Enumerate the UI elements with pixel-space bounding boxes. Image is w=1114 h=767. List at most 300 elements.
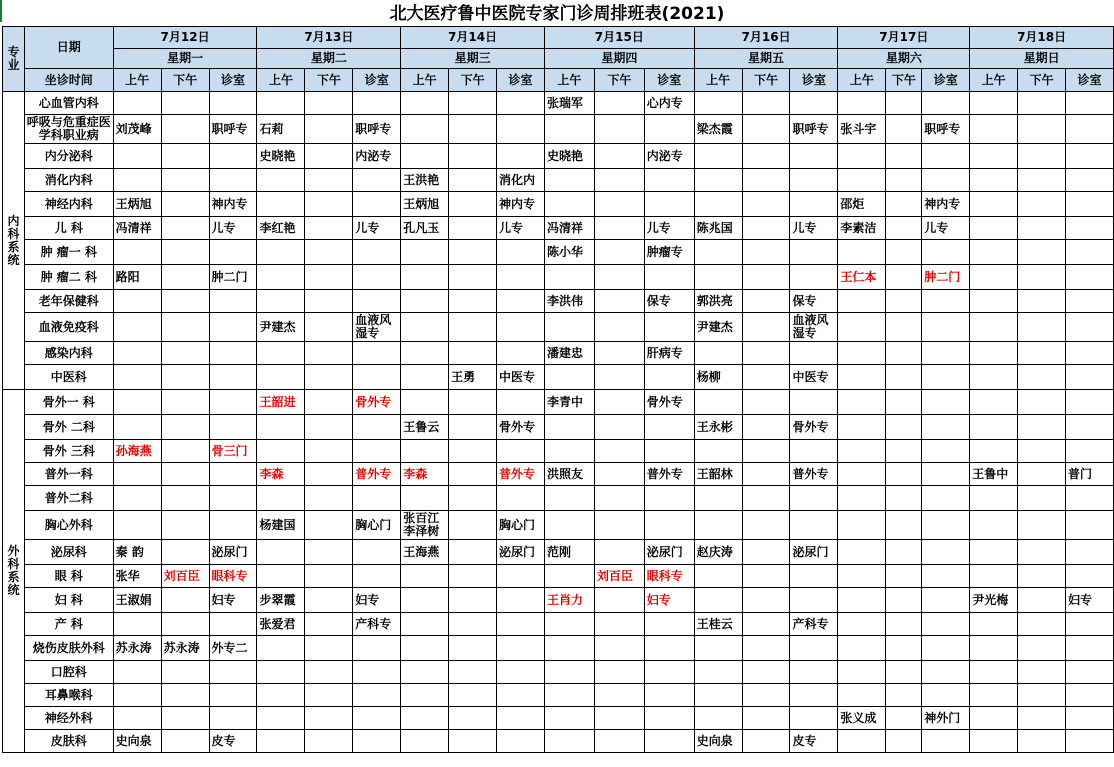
doctor-cell xyxy=(742,684,790,707)
doctor-cell xyxy=(970,192,1018,217)
doctor-cell xyxy=(449,565,497,588)
doctor-cell xyxy=(305,707,353,730)
table-row xyxy=(3,240,1114,265)
doctor-cell xyxy=(1018,565,1066,588)
doctor-cell xyxy=(742,192,790,217)
room-cell xyxy=(790,144,838,169)
doctor-cell xyxy=(594,730,644,753)
doctor-cell xyxy=(401,313,449,342)
room-cell: 妇专 xyxy=(353,588,401,613)
doctor-cell xyxy=(886,290,922,313)
doctor-cell xyxy=(886,415,922,440)
doctor-cell xyxy=(544,313,594,342)
doctor-cell xyxy=(449,192,497,217)
doctor-cell: 步翠霞 xyxy=(257,588,305,613)
room-cell: 妇专 xyxy=(644,588,694,613)
room-cell: 胸心门 xyxy=(497,511,545,540)
doctor-cell xyxy=(970,511,1018,540)
doctor-cell xyxy=(970,613,1018,636)
date-cell: 7月18日 xyxy=(970,27,1114,49)
room-cell: 职呼专 xyxy=(353,115,401,144)
doctor-cell xyxy=(305,365,353,390)
doctor-cell xyxy=(694,390,742,415)
doctor-cell xyxy=(970,115,1018,144)
room-cell xyxy=(644,115,694,144)
room-cell xyxy=(353,290,401,313)
doctor-cell xyxy=(970,92,1018,115)
doctor-cell: 王海燕 xyxy=(401,540,449,565)
room-cell xyxy=(497,115,545,144)
room-cell xyxy=(790,511,838,540)
doctor-cell xyxy=(1018,390,1066,415)
doctor-cell xyxy=(886,486,922,511)
doctor-cell xyxy=(113,415,161,440)
room-cell: 妇专 xyxy=(209,588,257,613)
doctor-cell xyxy=(113,684,161,707)
doctor-cell: 刘茂峰 xyxy=(113,115,161,144)
department-name: 肿 瘤一 科 xyxy=(24,240,113,265)
room-cell xyxy=(922,565,970,588)
room-cell xyxy=(1066,390,1114,415)
doctor-cell xyxy=(161,707,209,730)
department-name: 内分泌科 xyxy=(24,144,113,169)
room-cell xyxy=(497,440,545,463)
doctor-cell xyxy=(694,707,742,730)
doctor-cell xyxy=(305,415,353,440)
doctor-cell xyxy=(449,217,497,240)
doctor-cell xyxy=(742,144,790,169)
table-row xyxy=(3,661,1114,684)
doctor-cell: 杨柳 xyxy=(694,365,742,390)
room-cell: 外专二 xyxy=(209,636,257,661)
department-name: 眼 科 xyxy=(24,565,113,588)
weekday-cell: 星期日 xyxy=(970,49,1114,69)
doctor-cell xyxy=(161,661,209,684)
room-cell: 内泌专 xyxy=(644,144,694,169)
room-cell xyxy=(922,390,970,415)
doctor-cell xyxy=(449,440,497,463)
doctor-cell xyxy=(401,290,449,313)
room-cell xyxy=(790,342,838,365)
table-row xyxy=(3,290,1114,313)
room-cell xyxy=(353,684,401,707)
doctor-cell: 史晓艳 xyxy=(544,144,594,169)
room-cell xyxy=(922,342,970,365)
room-cell: 职呼专 xyxy=(922,115,970,144)
doctor-cell xyxy=(694,144,742,169)
doctor-cell: 史向泉 xyxy=(113,730,161,753)
doctor-cell xyxy=(257,342,305,365)
doctor-cell xyxy=(449,486,497,511)
doctor-cell xyxy=(113,365,161,390)
doctor-cell xyxy=(694,92,742,115)
room-cell: 职呼专 xyxy=(790,115,838,144)
doctor-cell xyxy=(544,440,594,463)
room-cell xyxy=(497,313,545,342)
doctor-cell: 史晓艳 xyxy=(257,144,305,169)
room-cell xyxy=(353,707,401,730)
doctor-cell xyxy=(742,636,790,661)
doctor-cell xyxy=(161,313,209,342)
room-cell xyxy=(790,486,838,511)
room-cell: 普外专 xyxy=(497,463,545,486)
room-cell xyxy=(497,613,545,636)
doctor-cell xyxy=(886,265,922,290)
doctor-cell xyxy=(544,192,594,217)
doctor-cell xyxy=(161,92,209,115)
doctor-cell xyxy=(401,636,449,661)
doctor-cell xyxy=(594,169,644,192)
doctor-cell xyxy=(401,92,449,115)
doctor-cell xyxy=(886,342,922,365)
room-cell: 儿专 xyxy=(497,217,545,240)
doctor-cell xyxy=(161,440,209,463)
doctor-cell xyxy=(544,707,594,730)
room-cell: 泌尿门 xyxy=(790,540,838,565)
doctor-cell: 王韶进 xyxy=(257,390,305,415)
doctor-cell xyxy=(886,463,922,486)
room-cell xyxy=(644,313,694,342)
doctor-cell: 李红艳 xyxy=(257,217,305,240)
doctor-cell xyxy=(970,540,1018,565)
doctor-cell xyxy=(1018,707,1066,730)
table-row xyxy=(3,192,1114,217)
room-cell: 普外专 xyxy=(353,463,401,486)
doctor-cell xyxy=(970,290,1018,313)
room-cell xyxy=(790,661,838,684)
room-cell: 妇专 xyxy=(1066,588,1114,613)
room-cell xyxy=(922,290,970,313)
doctor-cell xyxy=(305,313,353,342)
table-row xyxy=(3,588,1114,613)
doctor-cell xyxy=(401,265,449,290)
doctor-cell xyxy=(838,613,886,636)
doctor-cell xyxy=(1018,636,1066,661)
doctor-cell xyxy=(970,313,1018,342)
room-cell xyxy=(644,661,694,684)
date-cell: 7月13日 xyxy=(257,27,401,49)
table-row xyxy=(3,707,1114,730)
table-row xyxy=(3,684,1114,707)
doctor-cell xyxy=(257,240,305,265)
department-name: 呼吸与危重症医学科职业病 xyxy=(24,115,113,144)
doctor-cell xyxy=(257,565,305,588)
doctor-cell xyxy=(594,290,644,313)
room-cell: 保专 xyxy=(644,290,694,313)
doctor-cell xyxy=(305,636,353,661)
doctor-cell: 张爱君 xyxy=(257,613,305,636)
room-cell xyxy=(644,486,694,511)
doctor-cell: 杨建国 xyxy=(257,511,305,540)
doctor-cell xyxy=(886,192,922,217)
doctor-cell xyxy=(113,390,161,415)
room-cell xyxy=(497,265,545,290)
doctor-cell xyxy=(838,486,886,511)
room-cell xyxy=(209,92,257,115)
date-header: 日期 xyxy=(24,27,113,69)
doctor-cell xyxy=(594,684,644,707)
doctor-cell xyxy=(742,588,790,613)
doctor-cell xyxy=(838,144,886,169)
doctor-cell xyxy=(594,440,644,463)
room-cell: 皮专 xyxy=(790,730,838,753)
weekday-cell: 星期六 xyxy=(838,49,970,69)
doctor-cell xyxy=(594,192,644,217)
doctor-cell xyxy=(257,486,305,511)
doctor-cell xyxy=(449,92,497,115)
date-cell: 7月17日 xyxy=(838,27,970,49)
table-row xyxy=(3,613,1114,636)
doctor-cell xyxy=(1018,144,1066,169)
room-cell: 产科专 xyxy=(790,613,838,636)
doctor-cell xyxy=(544,511,594,540)
doctor-cell xyxy=(305,463,353,486)
schedule-table xyxy=(2,26,1114,753)
room-cell xyxy=(644,440,694,463)
doctor-cell xyxy=(305,565,353,588)
doctor-cell xyxy=(305,144,353,169)
department-name: 神经内科 xyxy=(24,192,113,217)
doctor-cell: 秦 韵 xyxy=(113,540,161,565)
doctor-cell xyxy=(886,613,922,636)
doctor-cell xyxy=(161,511,209,540)
doctor-cell: 冯清祥 xyxy=(113,217,161,240)
department-name: 泌尿科 xyxy=(24,540,113,565)
doctor-cell xyxy=(886,240,922,265)
doctor-cell xyxy=(401,730,449,753)
department-name: 口腔科 xyxy=(24,661,113,684)
doctor-cell xyxy=(886,313,922,342)
doctor-cell xyxy=(742,707,790,730)
doctor-cell xyxy=(694,240,742,265)
room-cell xyxy=(497,240,545,265)
doctor-cell xyxy=(838,365,886,390)
doctor-cell xyxy=(594,390,644,415)
doctor-cell xyxy=(694,342,742,365)
doctor-cell xyxy=(694,636,742,661)
room-cell xyxy=(209,463,257,486)
doctor-cell: 王炳旭 xyxy=(113,192,161,217)
doctor-cell xyxy=(970,240,1018,265)
doctor-cell xyxy=(161,730,209,753)
doctor-cell xyxy=(594,463,644,486)
doctor-cell xyxy=(113,144,161,169)
room-cell xyxy=(353,565,401,588)
doctor-cell xyxy=(594,486,644,511)
doctor-cell xyxy=(886,144,922,169)
doctor-cell xyxy=(1018,440,1066,463)
slot-header: 上午 xyxy=(970,69,1018,92)
room-cell xyxy=(1066,217,1114,240)
room-cell xyxy=(497,486,545,511)
doctor-cell: 孔凡玉 xyxy=(401,217,449,240)
doctor-cell xyxy=(113,613,161,636)
doctor-cell xyxy=(161,265,209,290)
doctor-cell xyxy=(886,390,922,415)
doctor-cell xyxy=(742,290,790,313)
room-cell xyxy=(790,588,838,613)
doctor-cell xyxy=(544,565,594,588)
room-cell: 骨三门 xyxy=(209,440,257,463)
doctor-cell xyxy=(694,661,742,684)
doctor-cell: 王洪艳 xyxy=(401,169,449,192)
room-cell xyxy=(922,511,970,540)
room-cell xyxy=(1066,730,1114,753)
weekday-cell: 星期五 xyxy=(694,49,838,69)
doctor-cell xyxy=(113,463,161,486)
room-cell xyxy=(497,588,545,613)
room-cell: 儿专 xyxy=(790,217,838,240)
room-cell xyxy=(209,342,257,365)
doctor-cell xyxy=(305,115,353,144)
doctor-cell xyxy=(970,707,1018,730)
doctor-cell xyxy=(886,92,922,115)
room-cell xyxy=(922,661,970,684)
doctor-cell: 张义成 xyxy=(838,707,886,730)
room-cell xyxy=(1066,540,1114,565)
room-cell xyxy=(353,92,401,115)
doctor-cell xyxy=(449,390,497,415)
room-cell: 儿专 xyxy=(644,217,694,240)
department-name: 感染内科 xyxy=(24,342,113,365)
doctor-cell xyxy=(594,707,644,730)
room-cell xyxy=(790,92,838,115)
doctor-cell xyxy=(161,144,209,169)
doctor-cell xyxy=(594,92,644,115)
slot-header: 诊室 xyxy=(644,69,694,92)
room-cell xyxy=(353,661,401,684)
room-cell xyxy=(922,613,970,636)
doctor-cell xyxy=(694,440,742,463)
doctor-cell xyxy=(838,565,886,588)
doctor-cell xyxy=(594,540,644,565)
date-cell: 7月12日 xyxy=(113,27,257,49)
doctor-cell xyxy=(594,588,644,613)
table-row xyxy=(3,511,1114,540)
doctor-cell xyxy=(742,313,790,342)
room-cell xyxy=(922,92,970,115)
doctor-cell xyxy=(449,415,497,440)
doctor-cell xyxy=(449,661,497,684)
doctor-cell: 张瑞军 xyxy=(544,92,594,115)
doctor-cell xyxy=(449,511,497,540)
doctor-cell xyxy=(970,684,1018,707)
room-cell xyxy=(497,730,545,753)
room-cell xyxy=(644,730,694,753)
weekday-cell: 星期一 xyxy=(113,49,257,69)
doctor-cell xyxy=(113,486,161,511)
room-cell xyxy=(790,240,838,265)
time-header: 坐诊时间 xyxy=(24,69,113,92)
department-name: 儿 科 xyxy=(24,217,113,240)
doctor-cell xyxy=(838,588,886,613)
doctor-cell xyxy=(594,342,644,365)
doctor-cell xyxy=(886,169,922,192)
doctor-cell xyxy=(970,730,1018,753)
department-name: 骨外 二科 xyxy=(24,415,113,440)
doctor-cell: 尹建杰 xyxy=(694,313,742,342)
doctor-cell xyxy=(838,540,886,565)
table-row xyxy=(3,144,1114,169)
room-cell: 儿专 xyxy=(209,217,257,240)
room-cell: 肝病专 xyxy=(644,342,694,365)
doctor-cell xyxy=(305,92,353,115)
department-name: 血液免疫科 xyxy=(24,313,113,342)
doctor-cell: 张百江 李泽树 xyxy=(401,511,449,540)
room-cell: 泌尿门 xyxy=(209,540,257,565)
room-cell xyxy=(644,511,694,540)
doctor-cell xyxy=(113,661,161,684)
doctor-cell xyxy=(449,540,497,565)
doctor-cell xyxy=(401,365,449,390)
doctor-cell xyxy=(742,565,790,588)
doctor-cell xyxy=(886,115,922,144)
slot-header: 下午 xyxy=(594,69,644,92)
doctor-cell xyxy=(161,390,209,415)
doctor-cell: 陈兆国 xyxy=(694,217,742,240)
room-cell: 皮专 xyxy=(209,730,257,753)
doctor-cell xyxy=(886,684,922,707)
room-cell: 血液风湿专 xyxy=(790,313,838,342)
doctor-cell xyxy=(449,240,497,265)
doctor-cell xyxy=(594,240,644,265)
department-name: 中医科 xyxy=(24,365,113,390)
room-cell xyxy=(1066,440,1114,463)
room-cell: 泌尿门 xyxy=(497,540,545,565)
doctor-cell xyxy=(449,144,497,169)
doctor-cell: 王韶林 xyxy=(694,463,742,486)
doctor-cell xyxy=(970,565,1018,588)
room-cell xyxy=(1066,342,1114,365)
doctor-cell: 苏永涛 xyxy=(161,636,209,661)
doctor-cell xyxy=(449,115,497,144)
doctor-cell xyxy=(449,342,497,365)
room-cell xyxy=(353,486,401,511)
room-cell xyxy=(644,415,694,440)
doctor-cell: 张华 xyxy=(113,565,161,588)
room-cell xyxy=(209,169,257,192)
slot-header: 下午 xyxy=(742,69,790,92)
doctor-cell xyxy=(694,192,742,217)
table-row xyxy=(3,92,1114,115)
doctor-cell: 王肖力 xyxy=(544,588,594,613)
room-cell xyxy=(497,684,545,707)
doctor-cell xyxy=(401,707,449,730)
doctor-cell xyxy=(544,169,594,192)
doctor-cell: 李森 xyxy=(257,463,305,486)
department-name: 产 科 xyxy=(24,613,113,636)
room-cell xyxy=(353,265,401,290)
department-name: 烧伤皮肤外科 xyxy=(24,636,113,661)
doctor-cell xyxy=(1018,169,1066,192)
doctor-cell xyxy=(742,730,790,753)
doctor-cell xyxy=(401,240,449,265)
doctor-cell: 郭洪亮 xyxy=(694,290,742,313)
doctor-cell xyxy=(594,313,644,342)
doctor-cell: 王勇 xyxy=(449,365,497,390)
department-name: 消化内科 xyxy=(24,169,113,192)
doctor-cell xyxy=(886,365,922,390)
doctor-cell xyxy=(257,415,305,440)
department-name: 妇 科 xyxy=(24,588,113,613)
doctor-cell xyxy=(305,440,353,463)
weekday-cell: 星期二 xyxy=(257,49,401,69)
doctor-cell xyxy=(694,511,742,540)
room-cell xyxy=(922,169,970,192)
doctor-cell xyxy=(1018,290,1066,313)
doctor-cell: 王淑娟 xyxy=(113,588,161,613)
doctor-cell xyxy=(544,415,594,440)
